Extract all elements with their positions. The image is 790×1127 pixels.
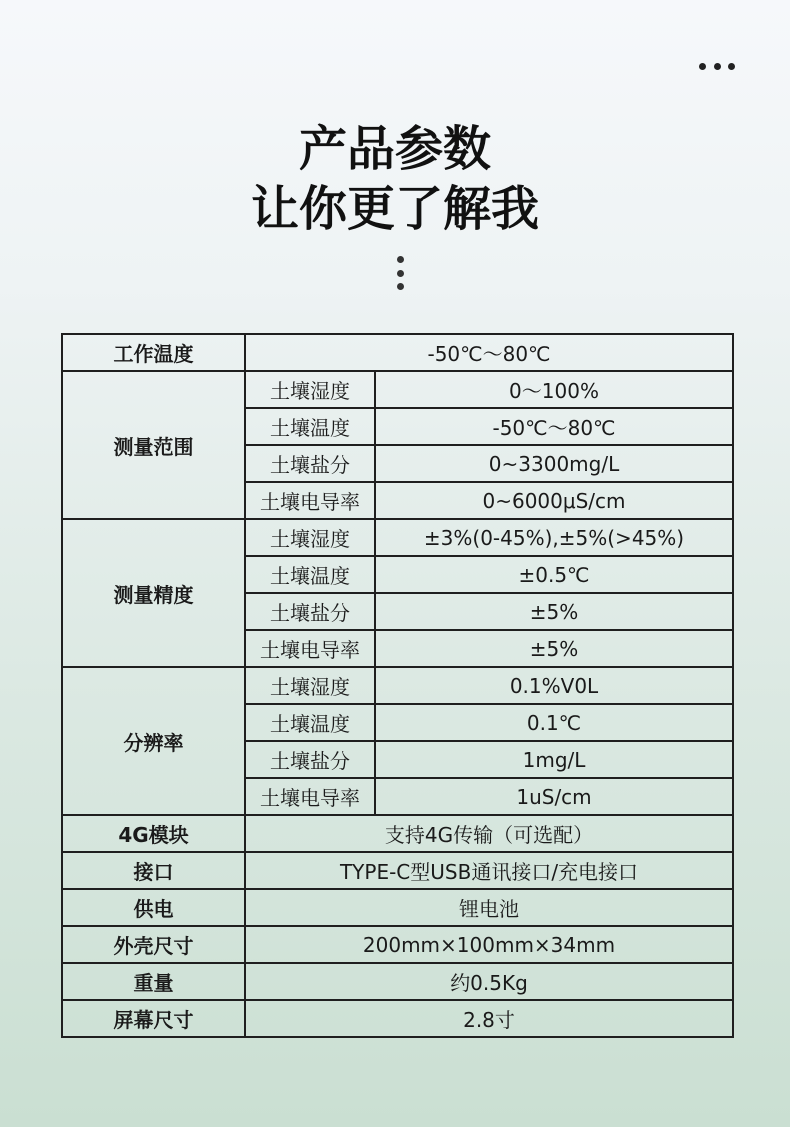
param-value: 0.1%V0L bbox=[375, 667, 733, 704]
row-label-screen: 屏幕尺寸 bbox=[62, 1000, 245, 1037]
param-value: ±0.5℃ bbox=[375, 556, 733, 593]
param-value: 0~3300mg/L bbox=[375, 445, 733, 482]
row-label-size: 外壳尺寸 bbox=[62, 926, 245, 963]
param-value: 1mg/L bbox=[375, 741, 733, 778]
table-row bbox=[62, 889, 733, 926]
param-name: 土壤电导率 bbox=[245, 482, 375, 519]
param-value: ±3%(0-45%),±5%(>45%) bbox=[375, 519, 733, 556]
table-row bbox=[62, 334, 733, 371]
row-value-4g-module: 支持4G传输（可选配） bbox=[245, 815, 733, 852]
divider-dot bbox=[397, 270, 404, 277]
page-subtitle: 让你更了解我 bbox=[250, 181, 539, 237]
row-value-weight: 约0.5Kg bbox=[245, 963, 733, 1000]
table-row bbox=[62, 519, 733, 556]
group-label-resolution: 分辨率 bbox=[62, 667, 245, 815]
param-name: 土壤湿度 bbox=[245, 667, 375, 704]
param-name: 土壤盐分 bbox=[245, 741, 375, 778]
row-label-4g-module: 4G模块 bbox=[62, 815, 245, 852]
param-name: 土壤电导率 bbox=[245, 778, 375, 815]
table-row bbox=[62, 963, 733, 1000]
param-name: 土壤盐分 bbox=[245, 445, 375, 482]
param-name: 土壤湿度 bbox=[245, 519, 375, 556]
table-row bbox=[62, 815, 733, 852]
param-value: ±5% bbox=[375, 593, 733, 630]
param-value: -50℃～80℃ bbox=[375, 408, 733, 445]
divider-dot bbox=[397, 256, 404, 263]
more-dot bbox=[699, 63, 706, 70]
divider-dot bbox=[397, 283, 404, 290]
more-dot bbox=[728, 63, 735, 70]
row-value-screen: 2.8寸 bbox=[245, 1000, 733, 1037]
table-row bbox=[62, 667, 733, 704]
row-value-power: 锂电池 bbox=[245, 889, 733, 926]
group-label-measure-range: 测量范围 bbox=[62, 371, 245, 519]
row-label-working-temp: 工作温度 bbox=[62, 334, 245, 371]
table-row bbox=[62, 371, 733, 408]
param-name: 土壤电导率 bbox=[245, 630, 375, 667]
param-value: 0.1℃ bbox=[375, 704, 733, 741]
row-label-weight: 重量 bbox=[62, 963, 245, 1000]
param-value: 0～100% bbox=[375, 371, 733, 408]
group-label-accuracy: 测量精度 bbox=[62, 519, 245, 667]
param-value: ±5% bbox=[375, 630, 733, 667]
vertical-dots-divider-icon bbox=[396, 256, 404, 290]
param-value: 1uS/cm bbox=[375, 778, 733, 815]
param-value: 0~6000μS/cm bbox=[375, 482, 733, 519]
more-options-icon[interactable] bbox=[699, 61, 735, 71]
table-row bbox=[62, 926, 733, 963]
param-name: 土壤温度 bbox=[245, 704, 375, 741]
row-label-power: 供电 bbox=[62, 889, 245, 926]
row-value-working-temp: -50℃～80℃ bbox=[245, 334, 733, 371]
row-label-interface: 接口 bbox=[62, 852, 245, 889]
param-name: 土壤湿度 bbox=[245, 371, 375, 408]
param-name: 土壤盐分 bbox=[245, 593, 375, 630]
row-value-size: 200mm×100mm×34mm bbox=[245, 926, 733, 963]
param-name: 土壤温度 bbox=[245, 556, 375, 593]
table-row bbox=[62, 1000, 733, 1037]
more-dot bbox=[714, 63, 721, 70]
param-name: 土壤温度 bbox=[245, 408, 375, 445]
table-row bbox=[62, 852, 733, 889]
page-title: 产品参数 bbox=[298, 121, 491, 177]
spec-table bbox=[61, 333, 734, 1038]
row-value-interface: TYPE-C型USB通讯接口/充电接口 bbox=[245, 852, 733, 889]
